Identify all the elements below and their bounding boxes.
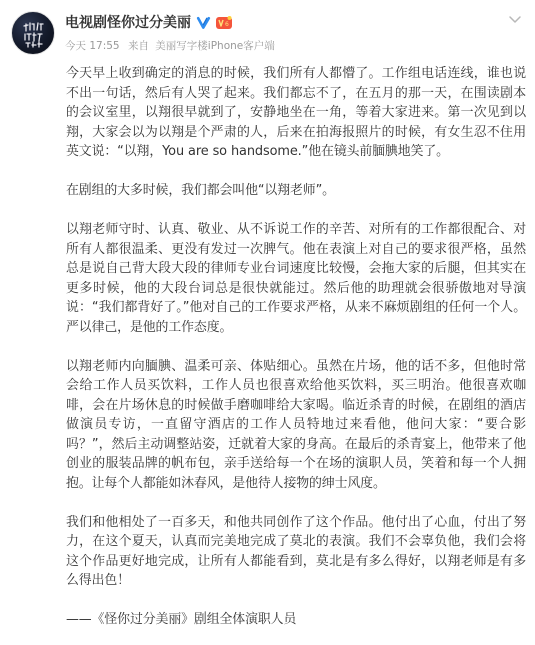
user-name[interactable]: 电视剧怪你过分美丽: [65, 15, 191, 31]
post-paragraph: 在剧组的大多时候，我们都会叫他“以翔老师”。: [66, 183, 335, 198]
post-paragraph: 以翔老师守时、认真、敬业、从不诉说工作的辛苦、对所有的工作都很配合、对所有人都很温柔、更没有发过一次脾气。他在表演上对自己的要求很严格，虽然总是说自己背大段大段的律师专业台词速度比较慢，会拖大家的后腿，但其实在更多时候，他的大段台词总是很快就能过。然后他的助理就会很骄傲地对导演说：“我们都背好了。”他对自己的工作要求严格，从来不麻烦剧组的任何一个人。严以律己，是他的工作态度。: [66, 222, 526, 335]
tv-series-logo-icon: [12, 12, 55, 55]
svg-text:6: 6: [225, 20, 229, 28]
verified-icon: [196, 15, 211, 30]
post-time[interactable]: 今天 17:55: [65, 40, 120, 52]
chevron-down-icon[interactable]: [507, 13, 523, 25]
post-paragraph: 以翔老师内向腼腆、温柔可亲、体贴细心。虽然在片场，他的话不多，但他时常会给工作人员买饮料，工作人员也很喜欢给他买饮料，买三明治。他很喜欢咖啡，会在片场休息的时候做手磨咖啡给大家喝。临近杀青的时候，在剧组的酒店做演员专访，一直留守酒店的工作人员特地过来看他，他问大家：“要合影吗？”，然后主动调整站姿，迁就着大家的身高。在最后的杀青宴上，他带来了他创业的服装品牌的帆布包，亲手送给每一个在场的演职人员，笑着和每一个人拥抱。让每个人都能如沐春风，是他待人接物的绅士风度。: [66, 358, 526, 491]
source-prefix: 来自: [127, 40, 149, 52]
user-name-row: [65, 12, 233, 32]
post-meta: [65, 38, 280, 53]
post-paragraph: 我们和他相处了一百多天，和他共同创作了这个作品。他付出了心血，付出了努力，在这个夏天，认真而完美地完成了莫北的表演。我们不会辜负他，我们会将这个作品更好地完成，让所有人都能看到，莫北是有多么得好，以翔老师是有多么得出色！: [66, 514, 526, 588]
post-signature: ——《怪你过分美丽》剧组全体演职人员: [66, 612, 297, 627]
avatar[interactable]: [11, 11, 55, 55]
member-icon[interactable]: [215, 15, 233, 30]
post-content: [66, 64, 526, 630]
post-paragraph: 今天早上收到确定的消息的时候，我们所有人都懵了。工作组电话连线，谁也说不出一句话，然后有人哭了起来。我们都忘不了，在五月的那一天，在围读剧本的会议室里，以翔很早就到了，安静地坐在一角，等着大家进来。第一次见到以翔，大家会以为以翔是个严肃的人，后来在拍海报照片的时候，有女生忍不住用英文说：“以翔，You are so handsome.”他在镜头前腼腆地笑了。: [66, 66, 526, 159]
post-source[interactable]: 美丽写字楼iPhone客户端: [155, 40, 275, 52]
